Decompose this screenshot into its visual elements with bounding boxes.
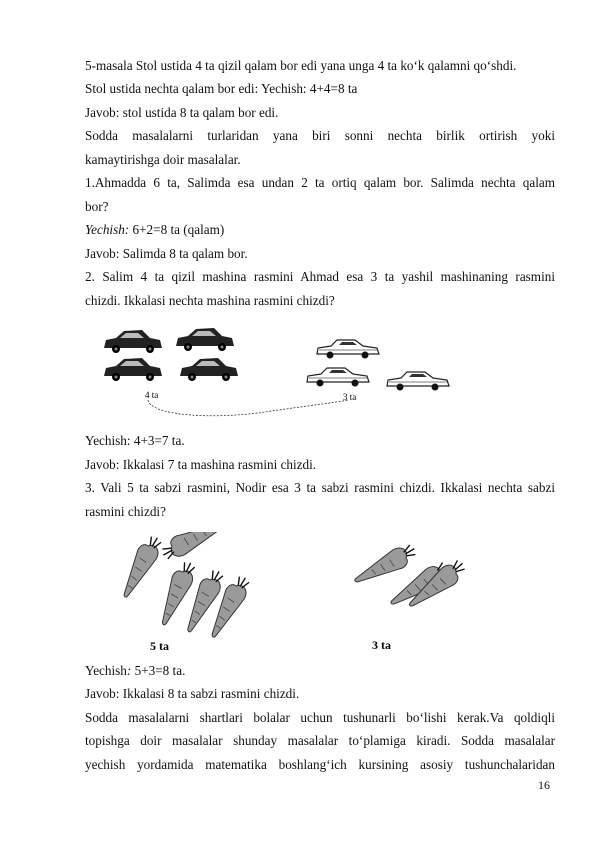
car-icon [176,328,234,351]
problem-5-line-2: Stol ustida nechta qalam bor edi: Yechish: 4+4=8 ta [85,81,358,96]
cars-figure [90,320,470,435]
solution-label: Yechish [85,663,127,678]
car-icon [387,372,449,391]
page-number: 16 [538,778,550,792]
problem-1-solution [85,222,555,238]
carrot-icon [349,543,419,585]
problem-2-solution: Yechish: 4+3=7 ta. [85,433,185,448]
car-icon [317,340,379,359]
left-carrots-group [121,532,251,643]
intro-line-1: Sodda masalalarni turlaridan yana biri sonni nechta birlik ortirish yoki [85,128,555,143]
car-icon [180,358,238,381]
solution-text: 6+2=8 ta (qalam) [129,222,225,237]
cars-left-label: 4 ta [145,390,159,400]
problem-1-line-2: bor? [85,199,109,214]
carrot-icon [159,532,229,561]
solution-text: 5+3=8 ta. [131,663,186,678]
car-icon [104,330,162,353]
joining-curve [148,400,348,416]
problem-3-line-2: rasmini chizdi? [85,504,166,519]
problem-3-solution [85,663,555,679]
problem-2-answer: Javob: Ikkalasi 7 ta mashina rasmini chizdi. [85,457,317,472]
solution-colon: : [126,663,132,678]
problem-3-line-1: 3. Vali 5 ta sabzi rasmini, Nodir esa 3 ta sabzi rasmini chizdi. Ikkalasi nechta sabzi [85,480,555,495]
right-carrots-group [349,543,469,609]
closing-line-1: Sodda masalalarni shartlari bolalar uchun tushunarli bo‘lishi kerak.Va qoldiqli [85,710,555,725]
problem-1-line-1: 1.Ahmadda 6 ta, Salimda esa undan 2 ta ortiq qalam bor. Salimda nechta qalam [85,175,555,190]
carrots-figure [110,532,480,657]
problem-2-line-2: chizdi. Ikkalasi nechta mashina rasmini chizdi? [85,293,335,308]
carrots-left-label: 5 ta [150,639,169,653]
car-icon [104,358,162,381]
closing-line-3: yechish yordamida matematika boshlang‘ich kursining asosiy tushunchalaridan [85,757,555,772]
car-icon [307,368,369,387]
solution-label: Yechish: [85,222,130,237]
left-cars-group [104,328,238,381]
carrots-right-label: 3 ta [372,638,391,652]
problem-5-answer: Javob: stol ustida 8 ta qalam bor edi. [85,105,279,120]
right-cars-group [307,340,449,391]
problem-2-line-1: 2. Salim 4 ta qizil mashina rasmini Ahmad esa 3 ta yashil mashinaning rasmini [85,269,555,284]
intro-line-2: kamaytirishga doir masalalar. [85,152,241,167]
cars-right-label: 3 ta [343,392,357,402]
closing-line-2: topishga doir masalalar shunday masalalar to‘plamiga kiradi. Sodda masalalar [85,733,555,748]
problem-3-answer: Javob: Ikkalasi 8 ta sabzi rasmini chizdi. [85,686,300,701]
carrot-icon [121,533,163,603]
problem-1-answer: Javob: Salimda 8 ta qalam bor. [85,246,248,261]
problem-5-line-1: 5-masala Stol ustida 4 ta qizil qalam bor edi yana unga 4 ta ko‘k qalamni qo‘shdi. [85,58,517,73]
